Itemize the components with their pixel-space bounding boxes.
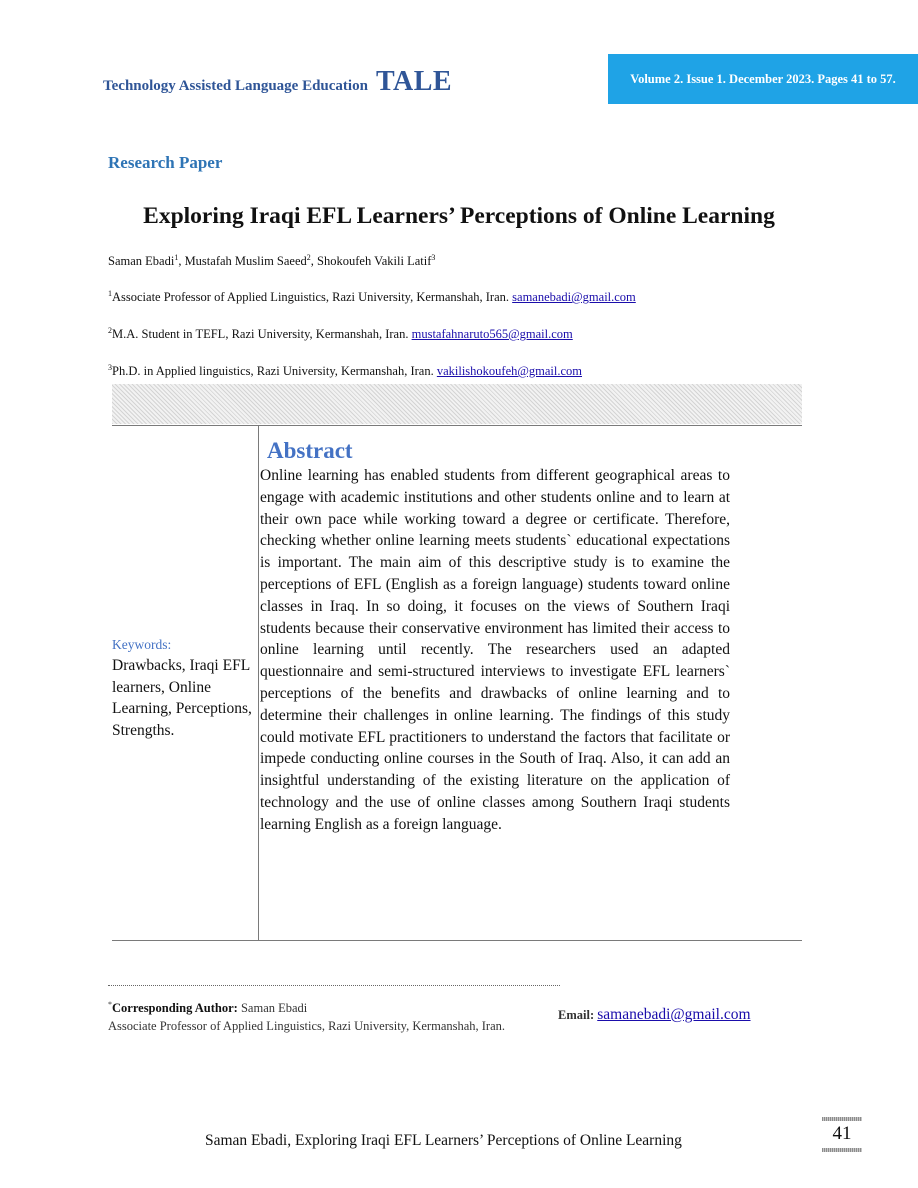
abstract-bottom-rule (112, 940, 802, 941)
affiliation-email-link[interactable]: mustafahnaruto565@gmail.com (411, 327, 573, 342)
page-number-top-bar (822, 1117, 862, 1121)
keywords-list: Drawbacks, Iraqi EFL learners, Online Learning, Perceptions, Strengths. (112, 657, 252, 739)
corresponding-email (558, 1006, 751, 1024)
paper-title: Exploring Iraqi EFL Learners’ Perceptions of Online Learning (143, 203, 775, 229)
corresponding-author-affiliation: Associate Professor of Applied Linguistics, Razi University, Kermanshah, Iran. (108, 1019, 506, 1034)
abstract-top-rule (112, 425, 802, 426)
author-superscript: 2 (306, 253, 311, 262)
affiliation-email-link[interactable]: samanebadi@gmail.com (512, 290, 636, 305)
abstract-heading: Abstract (267, 438, 353, 463)
volume-info: Volume 2. Issue 1. December 2023. Pages 41 to 57. (630, 71, 896, 86)
author-name: Mustafah Muslim Saeed (184, 254, 307, 269)
affiliation-text: Associate Professor of Applied Linguistics, Razi University, Kermanshah, Iran. (112, 290, 513, 305)
decorative-texture-band (112, 384, 802, 424)
journal-header (103, 66, 452, 98)
author-name: Shokoufeh Vakili Latif (317, 254, 432, 269)
keywords-label: Keywords: (112, 637, 172, 652)
running-footer: Saman Ebadi, Exploring Iraqi EFL Learners’ Perceptions of Online Learning (205, 1132, 682, 1149)
affiliation-text: Ph.D. in Applied linguistics, Razi University, Kermanshah, Iran. (112, 364, 437, 379)
email-label: Email: (558, 1008, 595, 1022)
paper-type: Research Paper (108, 153, 223, 172)
corresponding-email-link[interactable]: samanebadi@gmail.com (597, 1006, 751, 1023)
corresponding-author-label: Corresponding Author: (112, 1001, 238, 1016)
affiliation-superscript: 3 (108, 363, 112, 372)
page-number: 41 (832, 1123, 852, 1144)
author-list (108, 253, 435, 269)
affiliation-email-link[interactable]: vakilishokoufeh@gmail.com (436, 364, 583, 379)
author-separator: , (178, 254, 185, 269)
journal-abbreviation: TALE (375, 66, 453, 97)
affiliation-3 (108, 363, 582, 379)
page-number-box (822, 1117, 862, 1153)
volume-info-banner (608, 54, 918, 104)
author-superscript: 1 (174, 253, 179, 262)
footnote-marker: * (108, 1000, 112, 1009)
affiliation-text: M.A. Student in TEFL, Razi University, Kermanshah, Iran. (112, 327, 412, 342)
author-name: Saman Ebadi (108, 254, 175, 269)
affiliation-superscript: 1 (108, 289, 112, 298)
corresponding-author-note (108, 996, 528, 1035)
journal-name: Technology Assisted Language Education (103, 78, 368, 94)
affiliation-2 (108, 326, 573, 342)
affiliation-superscript: 2 (108, 326, 112, 335)
corresponding-author-name: Saman Ebadi (237, 1001, 308, 1016)
abstract-body: Online learning has enabled students from different geographical areas to engage with academic institutions and other students online and to learn at their own pace while working toward a degree or certificate. Therefore, checking whether online learning meets students` educational expectations is important. The main aim of this descriptive study is to examine the perceptions of EFL (English as a foreign language) students toward online classes in Iraq. In so doing, it focuses on the views of Southern Iraqi students because their conservative environment has limited their access to online learning until recently. The researchers used an adapted questionnaire and semi-structured interviews to investigate EFL learners` perceptions of the benefits and drawbacks of online learning and to determine their challenges in online learning. The findings of this study could motivate EFL practitioners to understand the factors that facilitate or impede conducting online courses in the South of Iraq. Also, it can add an insightful understanding of the existing literature on the application of technology and the use of online classes among Southern Iraqi students learning English as a foreign language. (260, 467, 730, 833)
author-superscript: 3 (431, 253, 436, 262)
affiliation-1 (108, 289, 636, 305)
page-number-bottom-bar (822, 1148, 862, 1152)
abstract-column-divider (258, 425, 259, 941)
author-separator: , (310, 254, 318, 269)
footnote-separator (108, 985, 560, 986)
